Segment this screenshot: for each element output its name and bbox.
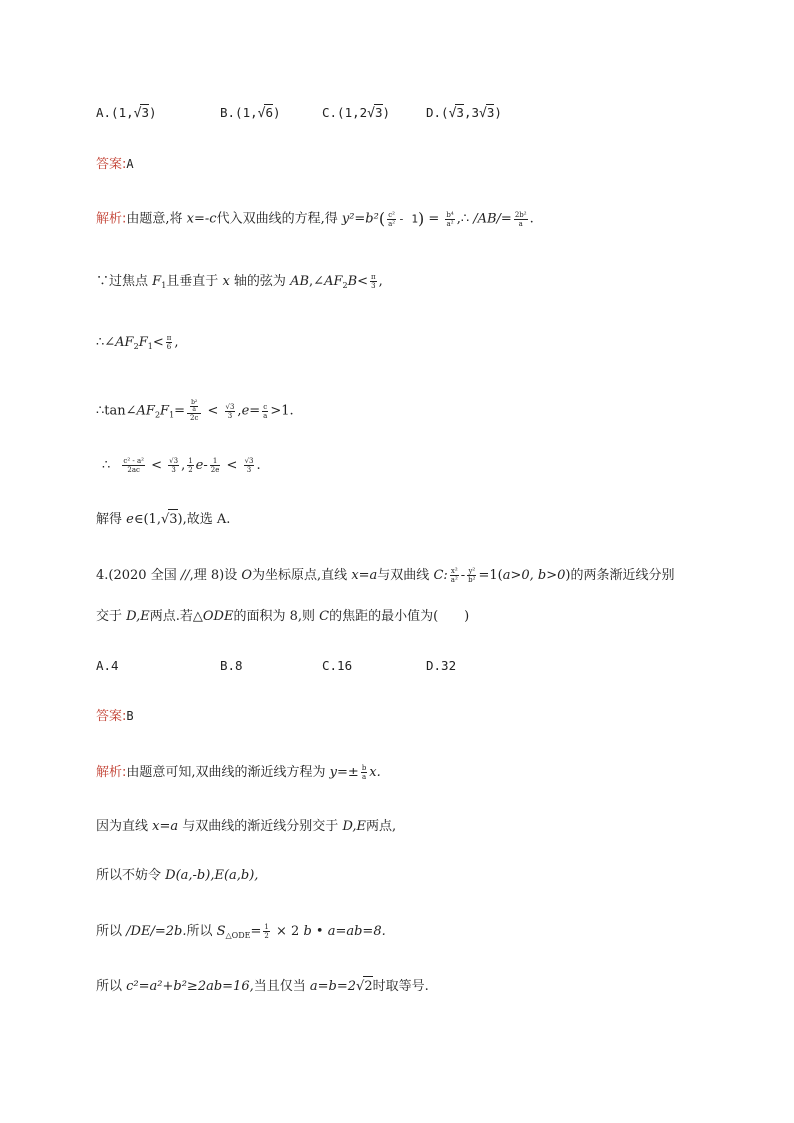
denominator: 6 (166, 343, 172, 351)
subscript: 2 (342, 281, 348, 290)
math-var: /AB/= (473, 211, 512, 227)
fraction (225, 403, 236, 420)
q4-solution-line-2 (96, 817, 396, 837)
denominator: a (263, 411, 268, 420)
math-var: x=a (152, 819, 179, 834)
numerator: π (371, 273, 376, 281)
math-var: F (160, 403, 170, 419)
text: < (151, 458, 162, 473)
numerator: √3 (169, 457, 179, 465)
numerator: b⁴ (446, 210, 454, 219)
math-var: // (180, 568, 190, 583)
math-var: F (152, 274, 162, 289)
denominator: a (192, 406, 196, 413)
math-var: b (303, 924, 312, 939)
text: 解得 (96, 512, 123, 527)
sqrt-symbol: √ (448, 106, 457, 121)
subscript: 1 (147, 342, 153, 351)
math-var: a>0, b>0 (502, 568, 566, 583)
text: 当且仅当 (253, 979, 306, 994)
radicand: 6 (265, 105, 273, 120)
denominator: 2 (188, 466, 193, 474)
text: 所以 (96, 924, 123, 939)
q4-option-c: C.16 (322, 658, 353, 673)
numerator: 1 (210, 457, 221, 466)
math-var: C (319, 609, 330, 624)
denominator: a² (450, 576, 458, 584)
fraction (122, 457, 145, 474)
text: 两点, (366, 819, 397, 834)
q4-solution-line-3 (96, 866, 258, 886)
fraction (445, 211, 454, 228)
q4-solution-line-1 (96, 763, 381, 783)
option-text: ,3 (463, 105, 479, 120)
math-var: c²=a²+b²≥2ab=16, (126, 979, 254, 994)
radicand: 3 (486, 105, 495, 120)
numerator: 2b² (514, 210, 527, 219)
text: ∵过焦点 (96, 274, 149, 289)
subscript: 1 (169, 410, 175, 420)
math-var: S (216, 924, 226, 939)
text: 由题意,将 (126, 211, 183, 227)
fraction (514, 211, 528, 228)
prev-answer (96, 154, 134, 175)
numerator: b² (191, 399, 198, 406)
text: = (250, 924, 262, 939)
numerator: 1 (264, 923, 269, 931)
inner-fraction (190, 400, 198, 413)
math-var: D,E (342, 819, 367, 834)
paren-close: ) (417, 209, 425, 228)
math-var: e (126, 512, 134, 527)
text: ,理 8)设 (189, 568, 238, 583)
denominator: 3 (227, 411, 233, 420)
subscript: 2 (154, 410, 161, 420)
prev-solution-line-2 (96, 272, 383, 296)
text: >1. (270, 403, 294, 419)
text: 所以不妨令 (96, 868, 162, 883)
numerator: c² - a² (123, 457, 144, 465)
prev-option-b (220, 104, 281, 121)
fraction (244, 457, 255, 474)
prev-solution-line-6 (96, 509, 230, 530)
math-var: e- (195, 458, 208, 473)
option-text: C.(1,2 (322, 105, 368, 120)
option-text: ) (382, 105, 391, 120)
q4-answer (96, 706, 134, 727)
text: 所以 (96, 979, 123, 994)
text: < (226, 458, 238, 473)
prev-solution-line-3 (96, 333, 178, 357)
text: , (378, 274, 383, 289)
text: ),故选 A. (177, 512, 231, 527)
question-4-line-2 (96, 607, 469, 627)
text: ∈(1, (133, 512, 161, 527)
paren-open: ( (378, 209, 386, 228)
math-var: C: (433, 568, 448, 583)
sqrt-symbol: √ (257, 106, 266, 121)
text: 时取等号. (372, 979, 429, 994)
denominator: 2c (190, 414, 199, 422)
prev-option-d (426, 104, 502, 121)
solution-label: 解析: (96, 211, 127, 227)
sqrt-symbol: √ (367, 106, 375, 121)
text: 代入双曲线的方程,得 (216, 211, 338, 227)
radicand: 3 (374, 105, 383, 120)
math-var: D(a,-b),E(a,b), (165, 868, 259, 883)
question-4-line-1 (96, 566, 674, 586)
subscript: 2 (133, 342, 139, 351)
option-text: A.(1, (96, 105, 134, 120)
fraction (361, 764, 367, 781)
text: , (174, 335, 179, 350)
text: × 2 (276, 924, 300, 939)
fraction (370, 273, 377, 290)
numerator: π (166, 334, 172, 342)
fraction (210, 457, 221, 474)
denominator: 2ac (127, 466, 140, 474)
math-var: D,E (126, 609, 150, 624)
math-var: /DE/=2b. (126, 924, 187, 939)
denominator: 3 (171, 466, 176, 474)
text: . (256, 458, 261, 473)
solution-label: 解析: (96, 765, 127, 780)
option-text: ) (149, 105, 157, 120)
subscript: △ODE (225, 931, 251, 940)
fraction (262, 403, 268, 420)
text: 所以 (186, 924, 213, 939)
text: 为坐标原点,直线 (252, 568, 348, 583)
answer-value: A (126, 157, 134, 171)
text: - 1 (398, 212, 418, 226)
subscript: 1 (161, 281, 167, 290)
prev-option-a (96, 104, 157, 121)
text: )的两条渐近线分别 (565, 568, 675, 583)
math-var: x=-c (186, 211, 217, 227)
numerator (187, 400, 201, 414)
math-var: AF (324, 274, 343, 289)
denominator: 3 (246, 466, 252, 474)
q4-solution-line-5 (96, 976, 429, 997)
denominator: a² (388, 219, 396, 228)
numerator: 1 (188, 457, 193, 465)
denominator: a² (446, 219, 454, 228)
fraction (187, 457, 193, 474)
numerator: c² (388, 210, 395, 219)
numerator: b (361, 764, 367, 772)
math-var: AB (290, 274, 310, 289)
denominator: b² (468, 576, 476, 584)
answer-label: 答案: (96, 709, 127, 724)
denominator: 2e (210, 466, 220, 474)
q4-option-d: D.32 (426, 658, 457, 673)
math-var: F (138, 335, 148, 350)
text: ,∠ (309, 274, 325, 289)
text: < (152, 335, 164, 350)
denominator: 2 (264, 932, 269, 940)
math-var: AF (136, 403, 155, 419)
fraction (450, 567, 459, 584)
text: 与双曲线的渐近线分别交于 (182, 819, 339, 834)
fraction (387, 211, 396, 228)
sqrt-symbol: √ (160, 512, 170, 527)
text: . (529, 211, 534, 227)
math-var: a=b=2 (309, 979, 357, 994)
text: ∴∠ (96, 335, 116, 350)
prev-option-c (322, 104, 390, 121)
math-var: B< (347, 274, 369, 289)
sqrt-symbol: √ (356, 979, 365, 994)
numerator: √3 (244, 457, 254, 465)
math-var: O (241, 568, 253, 583)
answer-value: B (126, 709, 134, 723)
math-var: • a=ab=8. (315, 924, 386, 939)
text: 轴的弦为 (233, 274, 286, 289)
radicand: 3 (456, 105, 464, 120)
denominator: a (518, 219, 523, 228)
text: 两点.若△ (149, 609, 203, 624)
text: 的面积为 8,则 (233, 609, 316, 624)
numerator: √3 (225, 402, 235, 411)
answer-label: 答案: (96, 157, 127, 172)
text: 与双曲线 (377, 568, 430, 583)
math-var: x. (369, 765, 381, 780)
denominator: 3 (371, 282, 376, 290)
text: 且垂直于 (166, 274, 219, 289)
radicand: 3 (168, 509, 177, 530)
text: 交于 (96, 609, 123, 624)
sqrt-symbol: √ (133, 106, 142, 121)
option-text: ) (494, 105, 502, 120)
q4-option-a: A.4 (96, 658, 119, 673)
fraction (166, 334, 173, 351)
math-var: AF (115, 335, 134, 350)
text: , (237, 403, 242, 419)
numerator: y² (468, 567, 476, 575)
text: ∴ (102, 458, 111, 473)
option-text: ) (273, 105, 281, 120)
compound-fraction (187, 400, 201, 422)
math-var: x=a (351, 568, 378, 583)
denominator: a (361, 773, 367, 781)
text: ,∴ (456, 211, 470, 227)
text: 的焦距的最小值为( ) (329, 609, 470, 624)
fraction (263, 923, 269, 940)
text: < (207, 403, 219, 419)
q4-option-b: B.8 (220, 658, 243, 673)
text: 由题意可知,双曲线的渐近线方程为 (126, 765, 326, 780)
radicand: 2 (363, 976, 372, 997)
prev-solution-line-1 (96, 209, 534, 230)
text: , (181, 458, 186, 473)
q4-solution-line-4 (96, 922, 386, 946)
text: =1( (478, 568, 503, 583)
numerator: x² (450, 567, 458, 575)
fraction (467, 567, 476, 584)
math-var: ODE (202, 609, 234, 624)
text: = (174, 403, 186, 419)
option-text: D.( (426, 105, 449, 120)
sqrt-symbol: √ (479, 106, 487, 121)
radicand: 3 (141, 105, 149, 120)
numerator: c (263, 402, 268, 411)
text: 4.(2020 全国 (96, 568, 177, 583)
fraction (168, 457, 179, 474)
text: ∴tan∠ (96, 403, 137, 419)
math-var: y=± (329, 765, 359, 780)
math-var: e= (241, 403, 261, 419)
math-var: y²=b² (341, 211, 379, 227)
text: = (428, 211, 440, 227)
prev-solution-line-4 (96, 400, 294, 426)
text: 因为直线 (96, 819, 149, 834)
option-text: B.(1, (220, 105, 258, 120)
text: - (460, 568, 466, 583)
prev-solution-line-5 (102, 456, 261, 476)
math-var: x (222, 274, 230, 289)
